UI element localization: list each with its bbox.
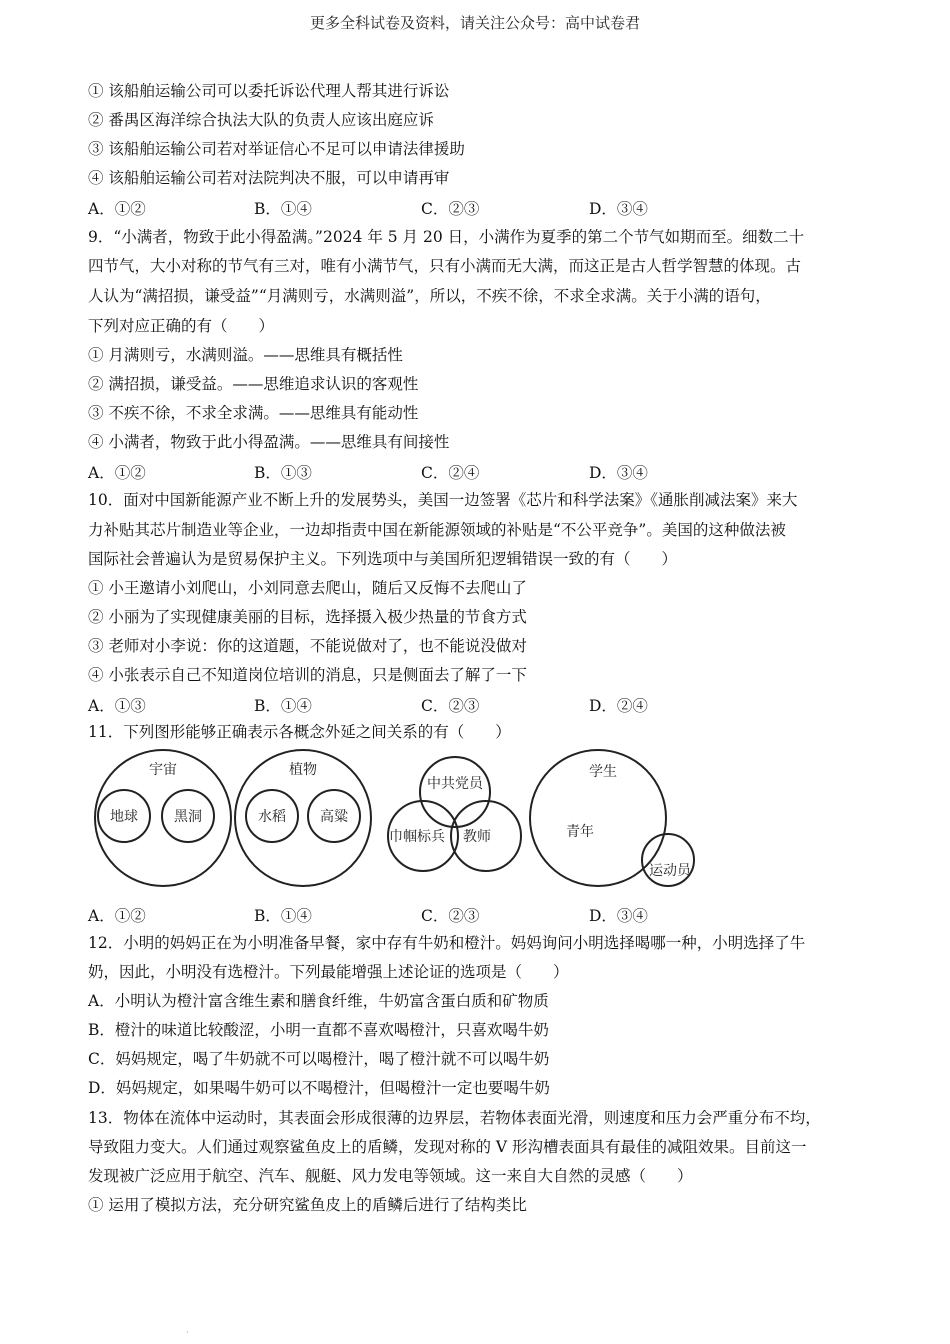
q12-stem-line-2: 奶，因此，小明没有选橙汁。下列最能增强上述论证的选项是（ ） xyxy=(88,963,569,981)
q9-stem-line-2: 四节气，大小对称的节气有三对，唯有小满节气，只有小满而无大满，而这正是古人哲学智慧的体现。古 xyxy=(88,257,802,275)
d3-top-label: 中共党员 xyxy=(427,776,483,792)
d3-right-label: 教师 xyxy=(463,829,491,845)
q8-item-1: ① 该船舶运输公司可以委托诉讼代理人帮其进行诉讼 xyxy=(88,82,450,100)
d2-left-label: 水稻 xyxy=(258,809,286,825)
d4-outer-top-label: 学生 xyxy=(589,764,617,780)
q12-choice-d[interactable]: D．妈妈规定，如果喝牛奶可以不喝橙汁，但喝橙汁一定也要喝牛奶 xyxy=(88,1079,550,1097)
q9-item-1: ① 月满则亏，水满则溢。——思维具有概括性 xyxy=(88,346,403,364)
q11-options xyxy=(88,904,888,924)
q9-option-a[interactable]: A．①② xyxy=(88,464,146,482)
q9-item-3: ③ 不疾不徐，不求全求满。——思维具有能动性 xyxy=(88,404,419,422)
q13-item-1: ① 运用了模拟方法，充分研究鲨鱼皮上的盾鳞后进行了结构类比 xyxy=(88,1196,527,1214)
q9-stem-line-3: 人认为“满招损，谦受益”“月满则亏，水满则溢”，所以，不疾不徐，不求全求满。关于小满的语句， xyxy=(88,287,771,305)
q12-choice-a[interactable]: A．小明认为橙汁富含维生素和膳食纤维，牛奶富含蛋白质和矿物质 xyxy=(88,992,549,1010)
page-header: 更多全科试卷及资料，请关注公众号：高中试卷君 xyxy=(309,14,640,32)
q9-stem-line-1: 9．“小满者，物致于此小得盈满。”2024 年 5 月 20 日，小满作为夏季的第二个节气如期而至。细数二十 xyxy=(88,228,805,246)
q10-stem-line-2: 力补贴其芯片制造业等企业，一边却指责中国在新能源领域的补贴是“不公平竞争”。美国的这种做法被 xyxy=(88,521,786,539)
q8-option-d[interactable]: D．③④ xyxy=(589,200,648,218)
q8-options xyxy=(88,197,888,217)
q9-stem-line-4: 下列对应正确的有（ ） xyxy=(88,317,275,335)
q13-stem-line-2: 导致阻力变大。人们通过观察鲨鱼皮上的盾鳞，发现对称的 V 形沟槽表面具有最佳的减阻效果。目前这一 xyxy=(88,1138,807,1156)
q11-option-b[interactable]: B．①④ xyxy=(254,907,312,925)
q9-option-b[interactable]: B．①③ xyxy=(254,464,312,482)
q10-option-d[interactable]: D．②④ xyxy=(589,697,648,715)
q8-item-4: ④ 该船舶运输公司若对法院判决不服，可以申请再审 xyxy=(88,169,450,187)
d4-outer-mid-label: 青年 xyxy=(566,824,594,840)
q10-option-a[interactable]: A．①③ xyxy=(88,697,146,715)
q9-option-c[interactable]: C．②④ xyxy=(421,464,480,482)
q10-item-3: ③ 老师对小李说：你的这道题，不能说做对了，也不能说没做对 xyxy=(88,637,527,655)
d3-left-label: 巾帼标兵 xyxy=(389,829,445,845)
q10-item-4: ④ 小张表示自己不知道岗位培训的消息，只是侧面去了解了一下 xyxy=(88,666,527,684)
q8-option-c[interactable]: C．②③ xyxy=(421,200,480,218)
q13-stem-line-1: 13．物体在流体中运动时，其表面会形成很薄的边界层，若物体表面光滑，则速度和压力会严重分布不均， xyxy=(88,1109,821,1127)
q10-item-1: ① 小王邀请小刘爬山，小刘同意去爬山，随后又反悔不去爬山了 xyxy=(88,579,527,597)
q9-options xyxy=(88,461,888,481)
q12-stem-line-1: 12．小明的妈妈正在为小明准备早餐，家中存有牛奶和橙汁。妈妈询问小明选择喝哪一种，小明选择了牛 xyxy=(88,934,806,952)
q10-option-c[interactable]: C．②③ xyxy=(421,697,480,715)
d2-right-label: 高粱 xyxy=(320,809,348,825)
q9-option-d[interactable]: D．③④ xyxy=(589,464,648,482)
q10-option-b[interactable]: B．①④ xyxy=(254,697,312,715)
q9-item-2: ② 满招损，谦受益。——思维追求认识的客观性 xyxy=(88,375,419,393)
q8-item-3: ③ 该船舶运输公司若对举证信心不足可以申请法律援助 xyxy=(88,140,465,158)
q12-choice-c[interactable]: C．妈妈规定，喝了牛奶就不可以喝橙汁，喝了橙汁就不可以喝牛奶 xyxy=(88,1050,550,1068)
q13-stem-line-3: 发现被广泛应用于航空、汽车、舰艇、风力发电等领域。这一来自大自然的灵感（ ） xyxy=(88,1167,693,1185)
d3-top-circle xyxy=(420,757,490,827)
d1-right-label: 黑洞 xyxy=(174,809,202,825)
q11-stem: 11．下列图形能够正确表示各概念外延之间关系的有（ ） xyxy=(88,723,511,741)
q10-stem-line-3: 国际社会普遍认为是贸易保护主义。下列选项中与美国所犯逻辑错误一致的有（ ） xyxy=(88,550,678,568)
d4-small-label: 运动员 xyxy=(649,863,691,879)
q8-item-2: ② 番禺区海洋综合执法大队的负责人应该出庭应诉 xyxy=(88,111,434,129)
q10-item-2: ② 小丽为了实现健康美丽的目标，选择摄入极少热量的节食方式 xyxy=(88,608,527,626)
q8-option-b[interactable]: B．①④ xyxy=(254,200,312,218)
d2-outer-label: 植物 xyxy=(289,762,317,778)
q9-item-4: ④ 小满者，物致于此小得盈满。——思维具有间接性 xyxy=(88,433,450,451)
q11-concept-diagram xyxy=(88,744,700,890)
q10-options xyxy=(88,694,888,714)
q11-option-a[interactable]: A．①② xyxy=(88,907,146,925)
q8-option-a[interactable]: A．①② xyxy=(88,200,146,218)
q12-choice-b[interactable]: B．橙汁的味道比较酸涩，小明一直都不喜欢喝橙汁，只喜欢喝牛奶 xyxy=(88,1021,549,1039)
footer-mark: · xyxy=(186,1328,189,1337)
q10-stem-line-1: 10．面对中国新能源产业不断上升的发展势头，美国一边签署《芯片和科学法案》《通胀削减法案》来大 xyxy=(88,491,798,509)
q11-option-c[interactable]: C．②③ xyxy=(421,907,480,925)
q11-option-d[interactable]: D．③④ xyxy=(589,907,648,925)
d1-outer-label: 宇宙 xyxy=(149,762,177,778)
d1-left-label: 地球 xyxy=(110,809,138,825)
